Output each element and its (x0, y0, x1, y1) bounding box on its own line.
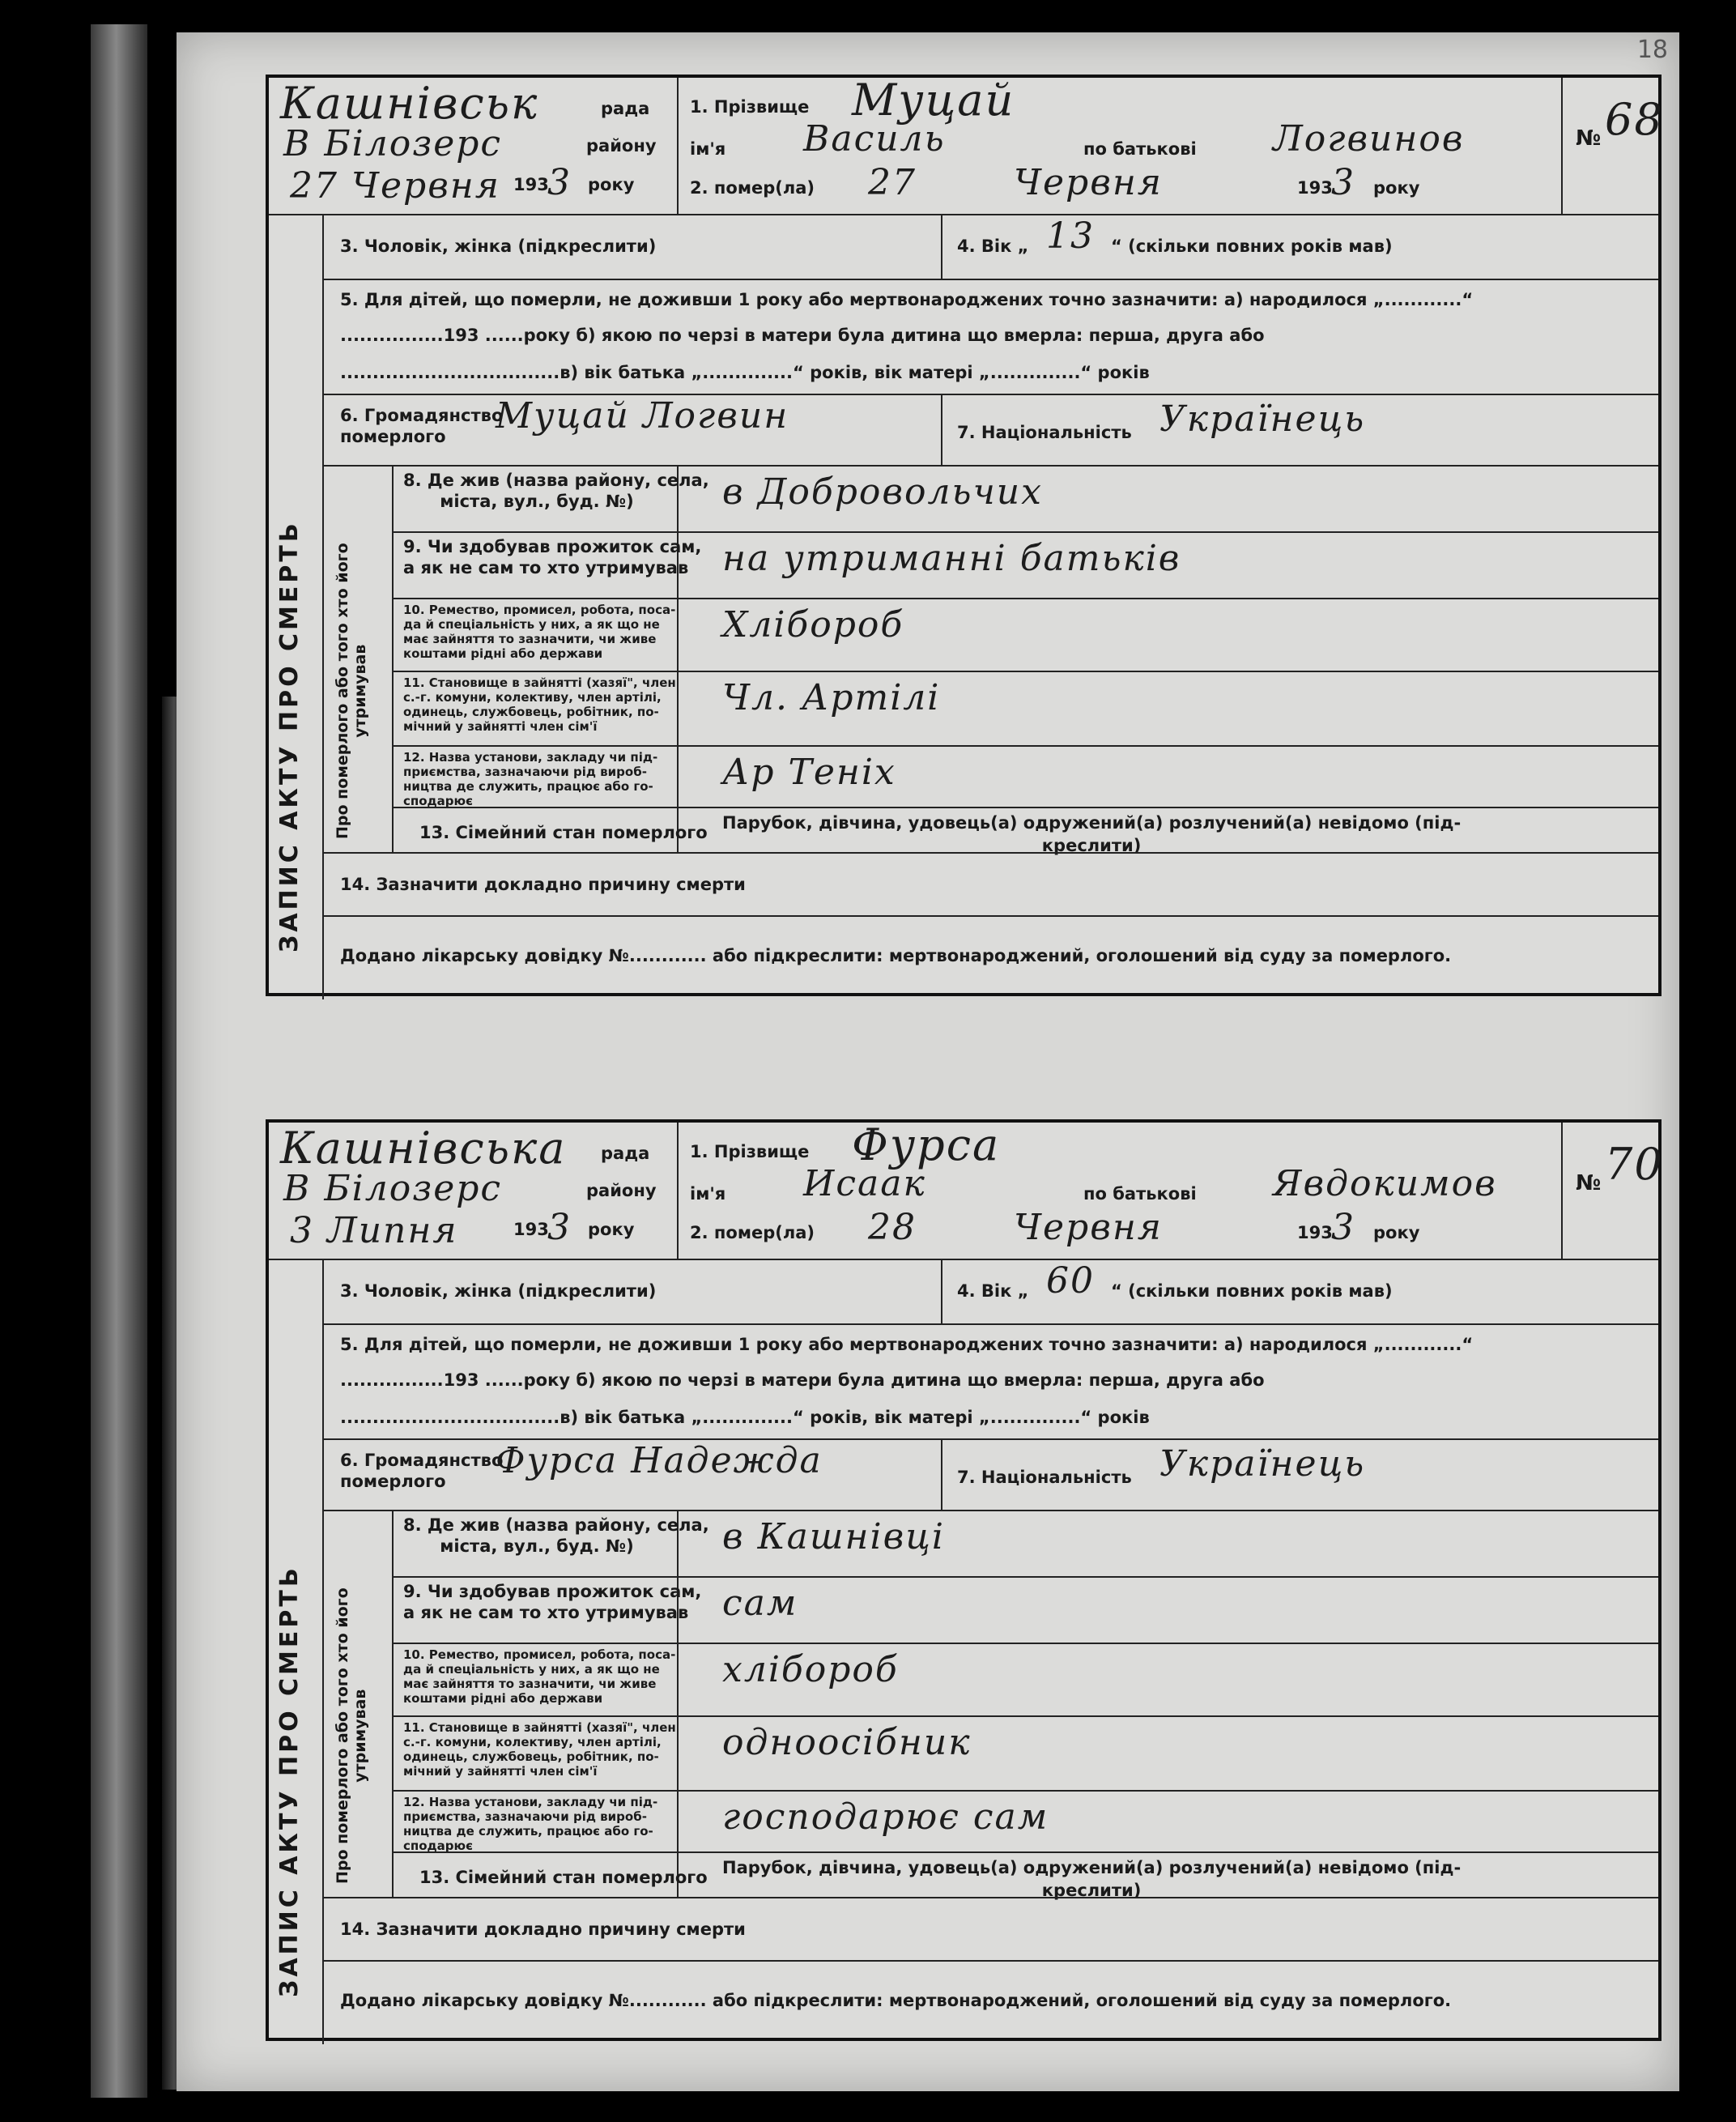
field12-label: 12. Назва установи, закладу чи під- приємства, зазначаючи рід вироб- ництва де служить, працює або го- сподарює (403, 1795, 658, 1853)
rayon-name: В Білозерс (283, 1168, 503, 1209)
cause-of-death-label: 14. Зазначити докладно причину смерти (340, 1920, 746, 1939)
marital-label: 13. Сімейний стан померлого (419, 823, 708, 842)
rada-label: рада (601, 99, 650, 118)
divider (322, 852, 1658, 854)
died-label: 2. помер(ла) (690, 1223, 815, 1242)
marital-options: Парубок, дівчина, удовець(а) одружений(а) розлучений(а) невідомо (під- креслити) (722, 1858, 1462, 1900)
rada-name: Кашнівська (280, 1123, 567, 1174)
died-year-prefix: 193 (1297, 178, 1333, 198)
divider (677, 1123, 679, 1260)
field8-label: 8. Де жив (назва району, села, міста, вул., буд. №) (403, 471, 709, 511)
marital-options: Парубок, дівчина, удовець(а) одружений(а) розлучений(а) невідомо (під- креслити) (722, 813, 1462, 855)
divider (392, 745, 1658, 747)
divider (677, 465, 679, 852)
died-roku: року (1373, 178, 1420, 198)
vertical-subtitle: Про померлого або того хто його утримував (334, 543, 369, 839)
died-year: 3 (1331, 1207, 1355, 1248)
death-record-1 (266, 75, 1662, 996)
divider (322, 214, 324, 999)
died-label: 2. помер(ла) (690, 178, 815, 198)
age-suffix: “ (скільки повних років мав) (1111, 236, 1393, 256)
field9-label: 9. Чи здобував прожиток сам, а як не сам то хто утримував (403, 537, 702, 577)
surname-value: Муцай (852, 75, 1015, 126)
vertical-title: ЗАПИС АКТУ ПРО СМЕРТЬ (275, 520, 304, 952)
livelihood-value: на утриманні батьків (722, 538, 1181, 579)
divider (941, 1259, 942, 1323)
vertical-title: ЗАПИС АКТУ ПРО СМЕРТЬ (275, 1565, 304, 1997)
sex-field: 3. Чоловік, жінка (підкреслити) (340, 1281, 657, 1301)
registration-year: 3 (547, 1207, 572, 1248)
divider (269, 1259, 1658, 1260)
divider (322, 279, 1658, 280)
name-value: Василь (803, 118, 946, 160)
divider (322, 1960, 1658, 1962)
registration-date: 3 Липня (290, 1210, 458, 1251)
residence-value: в Добровольчих (722, 471, 1043, 513)
occupation-value: Хлібороб (722, 604, 904, 646)
divider (677, 1510, 679, 1897)
died-year-prefix: 193 (1297, 1223, 1333, 1242)
rada-name: Кашнівськ (280, 78, 539, 129)
citizenship-label: 6. Громадянство померлого (340, 406, 504, 446)
child-field-line1: 5. Для дітей, що померли, не доживши 1 року або мертвонароджених точно зазначити: а) народилося „............“ (340, 1335, 1474, 1354)
died-day: 27 (868, 162, 917, 203)
citizenship-value: Фурса Надежда (496, 1440, 823, 1481)
roku-label: року (588, 175, 635, 194)
divider (322, 1897, 1658, 1898)
name-label: ім'я (690, 139, 726, 159)
record-number: 70 (1605, 1139, 1664, 1190)
divider (322, 465, 1658, 467)
died-month: Червня (1014, 162, 1163, 203)
vertical-subtitle: Про померлого або того хто його утримував (334, 1587, 369, 1884)
rayon-label: району (586, 136, 657, 156)
position-value: одноосібник (722, 1722, 972, 1763)
field11-label: 11. Становище в зайнятті (хазяї", член с.-г. комуни, колективу, член артілі, одинець, службовець, робітник, по- мічний у зайнятті член сім'ї (403, 675, 676, 734)
roku-label: року (588, 1220, 635, 1239)
divider (392, 598, 1658, 599)
divider (392, 1643, 1658, 1644)
registration-date: 27 Червня (290, 165, 500, 207)
divider (941, 394, 942, 465)
divider (392, 465, 394, 852)
divider (392, 807, 1658, 808)
rada-label: рада (601, 1144, 650, 1163)
child-field-line2: ................193 ......року б) якою по черзі в матери була дитина що вмерла: перша, друга або (340, 1370, 1265, 1390)
patronymic-value: Явдокимов (1273, 1163, 1497, 1204)
divider (392, 1715, 1658, 1717)
divider (392, 1510, 394, 1897)
field8-label: 8. Де жив (назва району, села, міста, вул., буд. №) (403, 1515, 709, 1556)
died-year: 3 (1331, 162, 1355, 203)
field10-label: 10. Ремество, промисел, робота, поса- да й спеціальність у них, а як що не має зайняття то зазначити, чи живе коштами рідні або держави (403, 603, 676, 661)
institution-value: Ар Теніх (722, 752, 896, 793)
divider (1561, 1123, 1563, 1260)
nationality-label: 7. Національність (957, 1468, 1132, 1487)
death-record-2 (266, 1119, 1662, 2041)
died-day: 28 (868, 1207, 917, 1248)
divider (1561, 78, 1563, 215)
nationality-label: 7. Національність (957, 423, 1132, 442)
divider (941, 214, 942, 279)
field12-label: 12. Назва установи, закладу чи під- приємства, зазначаючи рід вироб- ництва де служить, працює або го- сподарює (403, 750, 658, 808)
nationality-value: Українець (1159, 1443, 1366, 1485)
occupation-value: хлібороб (722, 1649, 899, 1690)
institution-value: господарює сам (722, 1796, 1049, 1838)
medical-certificate-note: Додано лікарську довідку №............ або підкреслити: мертвонароджений, оголошений від суду за померлого. (340, 1991, 1452, 2010)
divider (322, 1259, 324, 2044)
divider (392, 671, 1658, 672)
document-page (177, 32, 1679, 2091)
marital-label: 13. Сімейний стан померлого (419, 1868, 708, 1887)
position-value: Чл. Артілі (722, 677, 941, 718)
child-field-line3: ..................................в) вік батька „..............“ років, вік матері „..............“ років (340, 1408, 1150, 1427)
page-number: 18 (1636, 36, 1668, 64)
name-label: ім'я (690, 1184, 726, 1204)
patronymic-value: Логвинов (1273, 118, 1465, 160)
age-suffix: “ (скільки повних років мав) (1111, 1281, 1393, 1301)
number-label: № (1576, 1171, 1602, 1195)
divider (677, 78, 679, 215)
divider (392, 1790, 1658, 1792)
divider (392, 531, 1658, 533)
record-number: 68 (1605, 94, 1664, 145)
number-label: № (1576, 126, 1602, 151)
divider (322, 1323, 1658, 1325)
residence-value: в Кашнівці (722, 1516, 945, 1557)
registration-year: 3 (547, 162, 572, 203)
age-label: 4. Вік „ (957, 236, 1029, 256)
child-field-line3: ..................................в) вік батька „..............“ років, вік матері „..............“ років (340, 363, 1150, 382)
field9-label: 9. Чи здобував прожиток сам, а як не сам то хто утримував (403, 1582, 702, 1622)
age-value: 60 (1046, 1260, 1095, 1302)
patronymic-label: по батькові (1083, 139, 1197, 159)
died-month: Червня (1014, 1207, 1163, 1248)
child-field-line2: ................193 ......року б) якою по черзі в матери була дитина що вмерла: перша, друга або (340, 326, 1265, 345)
field11-label: 11. Становище в зайнятті (хазяї", член с.-г. комуни, колективу, член артілі, одинець, службовець, робітник, по- мічний у зайнятті член сім'ї (403, 1720, 676, 1779)
surname-label: 1. Прізвище (690, 1142, 810, 1161)
livelihood-value: сам (722, 1583, 798, 1624)
field10-label: 10. Ремество, промисел, робота, поса- да й спеціальність у них, а як що не має зайняття то зазначити, чи живе коштами рідні або держави (403, 1647, 676, 1706)
surname-value: Фурса (852, 1119, 1001, 1170)
patronymic-label: по батькові (1083, 1184, 1197, 1204)
divider (392, 1576, 1658, 1578)
age-label: 4. Вік „ (957, 1281, 1029, 1301)
divider (392, 1851, 1658, 1853)
rayon-name: В Білозерс (283, 123, 503, 164)
divider (322, 1510, 1658, 1511)
medical-certificate-note: Додано лікарську довідку №............ або підкреслити: мертвонароджений, оголошений від суду за померлого. (340, 946, 1452, 965)
divider (322, 915, 1658, 917)
surname-label: 1. Прізвище (690, 97, 810, 117)
name-value: Исаак (803, 1163, 926, 1204)
cause-of-death-label: 14. Зазначити докладно причину смерти (340, 875, 746, 894)
divider (941, 1438, 942, 1510)
sex-field: 3. Чоловік, жінка (підкреслити) (340, 236, 657, 256)
rayon-label: району (586, 1181, 657, 1200)
year-prefix: 193 (513, 175, 549, 194)
book-binding (91, 24, 147, 2098)
age-value: 13 (1046, 215, 1095, 257)
citizenship-label: 6. Громадянство померлого (340, 1451, 504, 1491)
year-prefix: 193 (513, 1220, 549, 1239)
died-roku: року (1373, 1223, 1420, 1242)
nationality-value: Українець (1159, 398, 1366, 440)
divider (269, 214, 1658, 215)
child-field-line1: 5. Для дітей, що померли, не доживши 1 року або мертвонароджених точно зазначити: а) народилося „............“ (340, 290, 1474, 309)
citizenship-value: Муцай Логвин (496, 395, 789, 437)
